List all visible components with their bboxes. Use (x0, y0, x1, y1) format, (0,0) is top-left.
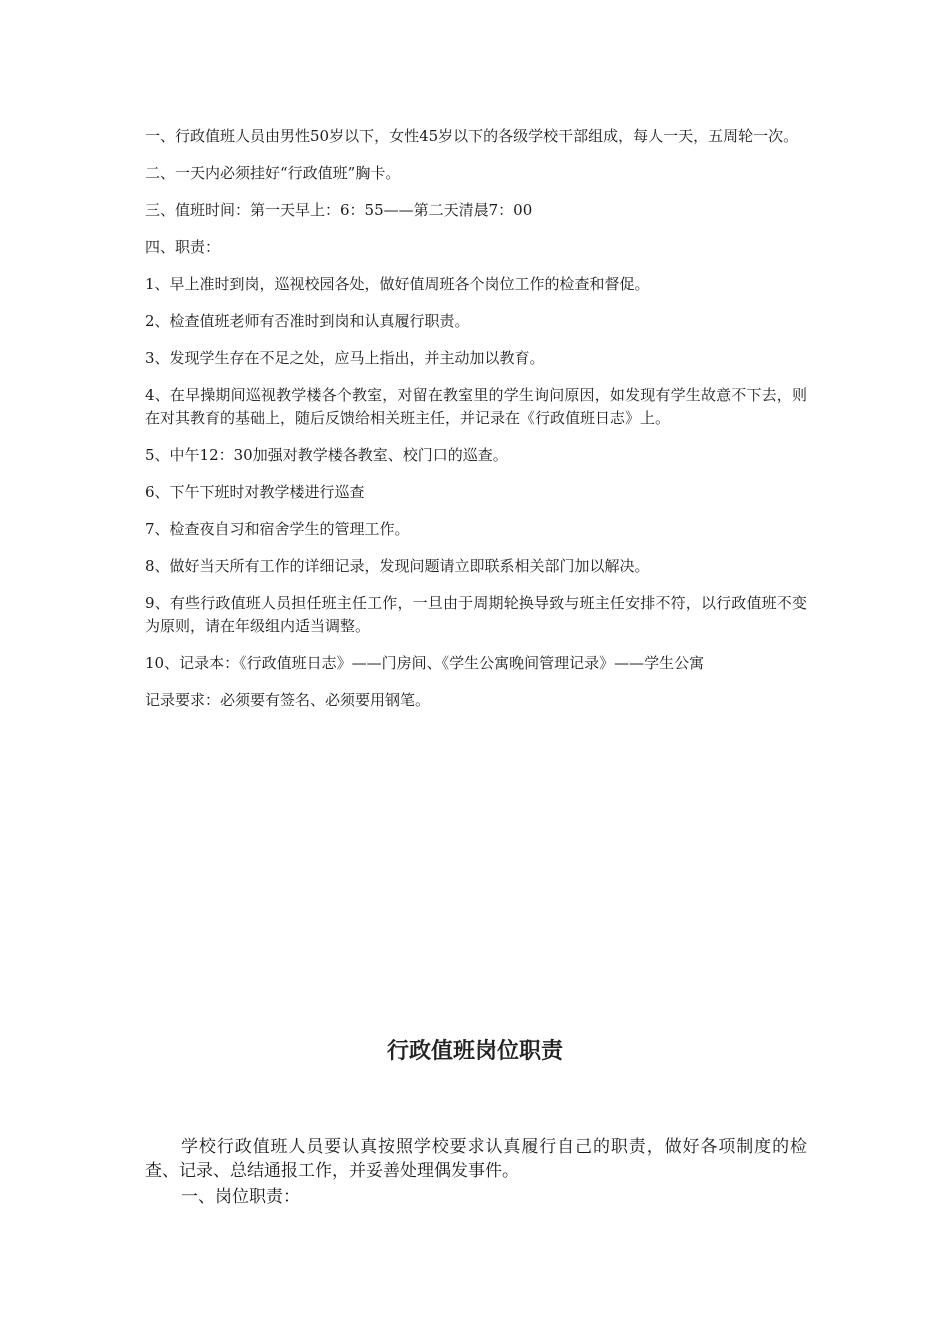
rule-paragraph: 6、下午下班时对教学楼进行巡查 (145, 483, 365, 501)
rule-paragraph: 一、行政值班人员由男性50岁以下，女性45岁以下的各级学校干部组成，每人一天，五周轮一次。 (145, 127, 799, 145)
rule-paragraph: 三、值班时间：第一天早上：6：55——第二天清晨7：00 (145, 201, 533, 219)
intro-paragraph: 学校行政值班人员要认真按照学校要求认真履行自己的职责，做好各项制度的检查、记录、总结通报工作，并妥善处理偶发事件。 (145, 1137, 807, 1181)
rule-paragraph: 2、检查值班老师有否准时到岗和认真履行职责。 (145, 312, 470, 330)
rule-paragraph: 3、发现学生存在不足之处，应马上指出，并主动加以教育。 (145, 349, 545, 367)
section-title: 行政值班岗位职责 (386, 1038, 563, 1064)
rule-paragraph: 10、记录本：《行政值班日志》——门房间、《学生公寓晚间管理记录》——学生公寓 (145, 654, 705, 672)
rule-paragraph: 1、早上准时到岗，巡视校园各处，做好值周班各个岗位工作的检查和督促。 (145, 275, 650, 293)
rule-paragraph: 5、中午12：30加强对教学楼各教室、校门口的巡查。 (145, 446, 508, 464)
rule-paragraph: 四、职责： (145, 238, 221, 256)
rule-paragraph: 二、一天内必须挂好“行政值班”胸卡。 (145, 164, 401, 182)
rule-paragraph: 7、检查夜自习和宿舍学生的管理工作。 (145, 520, 410, 538)
rule-paragraph: 8、做好当天所有工作的详细记录，发现问题请立即联系相关部门加以解决。 (145, 557, 650, 575)
rule-paragraph: 记录要求：必须要有签名、必须要用钢笔。 (145, 691, 431, 709)
rule-paragraph: 9、有些行政值班人员担任班主任工作，一旦由于周期轮换导致与班主任安排不符，以行政值班不变为原则，请在年级组内适当调整。 (145, 594, 807, 635)
rule-paragraph: 4、在早操期间巡视教学楼各个教室，对留在教室里的学生询问原因，如发现有学生故意不下去，则在对其教育的基础上，随后反馈给相关班主任，并记录在《行政值班日志》上。 (145, 386, 807, 427)
duty-rules-list (145, 125, 807, 726)
section-heading: 一、岗位职责： (181, 1187, 300, 1207)
